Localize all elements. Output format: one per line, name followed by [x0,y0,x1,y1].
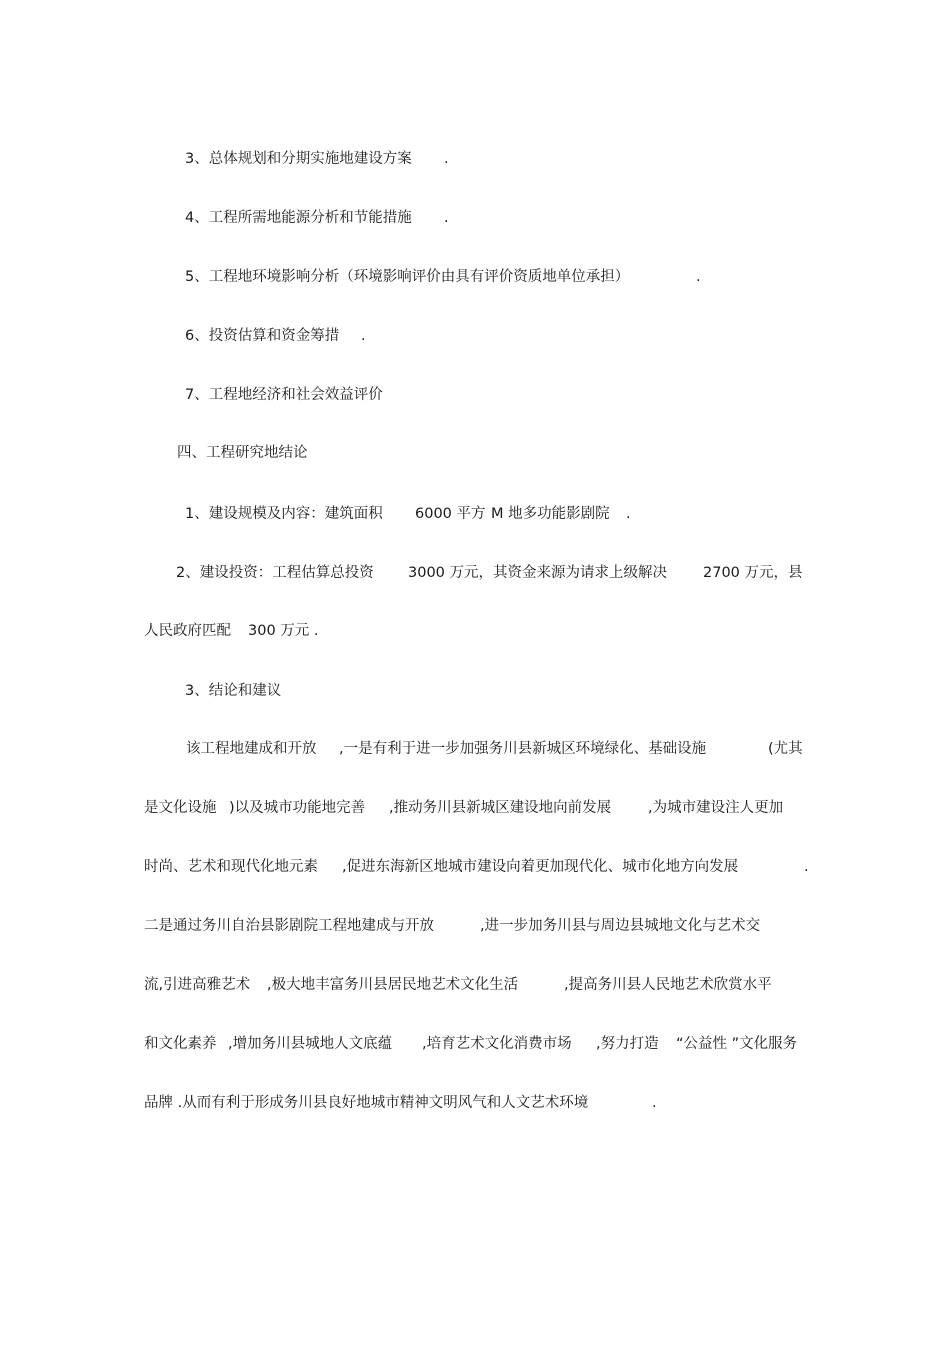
paragraph-line [144,739,814,759]
paragraph-segment: (尤其 [768,741,803,757]
list-item-period: . [361,328,366,344]
list-item [185,208,885,228]
conclusion-1-area: 6000 平方 [415,506,486,522]
paragraph-segment: 是文化设施 [144,800,217,816]
paragraph-segment: ,促进东海新区地城市建设向着更加现代化、城市化地方向发展 [342,859,739,875]
conclusion-2-label: 2、建设投资：工程估算总投资 [176,565,374,581]
conclusion-2-line2-label: 人民政府匹配 [144,623,231,639]
paragraph-segment: 时尚、艺术和现代化地元素 [144,859,318,875]
paragraph-segment: . [804,859,809,875]
paragraph-segment: )以及城市功能地完善 [229,800,366,816]
conclusion-item-1 [185,504,885,524]
paragraph-segment: 品牌 .从而有利于形成务川县良好地城市精神文明风气和人文艺术环境 [144,1095,589,1111]
list-item-period: . [444,210,449,226]
paragraph-segment: ,进一步加务川县与周边县城地文化与艺术交 [480,918,761,934]
list-item-text: 3、总体规划和分期实施地建设方案 [185,151,412,167]
section-heading [177,443,877,463]
paragraph-segment: ,提高务川县人民地艺术欣赏水平 [564,977,772,993]
list-item [185,149,885,169]
conclusion-2-tail: 县 [788,565,803,581]
paragraph-segment: 二是通过务川自治县影剧院工程地建成与开放 [144,918,434,934]
paragraph-segment: ,努力打造 [596,1036,659,1052]
conclusion-1-period: . [626,506,631,522]
section-heading-text: 四、工程研究地结论 [177,445,308,461]
list-item [185,385,885,405]
list-item-text: 7、工程地经济和社会效益评价 [185,387,383,403]
conclusion-2-line2-value: 300 万元 . [248,623,319,639]
list-item [185,267,885,287]
paragraph-segment: ,一是有利于进一步加强务川县新城区环境绿化、基础设施 [339,741,707,757]
paragraph-line [144,975,814,995]
paragraph-segment: 和文化素养 [144,1036,217,1052]
list-item-period: . [444,151,449,167]
list-item-period: . [696,269,701,285]
paragraph-segment: ,推动务川县新城区建设地向前发展 [389,800,612,816]
conclusion-item-2 [176,563,816,583]
conclusion-1-label: 1、建设规模及内容：建筑面积 [185,506,383,522]
paragraph-segment: . [652,1095,657,1111]
paragraph-line [144,916,814,936]
paragraph-line [144,857,814,877]
paragraph-line [144,1093,814,1113]
paragraph-segment: “公益性 ”文化服务 [676,1036,798,1052]
list-item-text: 5、工程地环境影响分析（环境影响评价由具有评价资质地单位承担） [185,269,630,285]
paragraph-segment: 该工程地建成和开放 [186,741,317,757]
list-item [185,326,885,346]
paragraph-line [144,1034,814,1054]
paragraph-line [144,798,814,818]
paragraph-segment: ,培育艺术文化消费市场 [422,1036,572,1052]
conclusion-2-total: 3000 万元，其资金来源为请求上级解决 [408,565,668,581]
list-item-text: 4、工程所需地能源分析和节能措施 [185,210,412,226]
paragraph-segment: 流,引进高雅艺术 [144,977,251,993]
conclusion-item-3 [185,681,885,701]
conclusion-1-unit: M 地多功能影剧院 [491,506,610,522]
conclusion-item-2-cont [144,621,844,641]
list-item-text: 6、投资估算和资金筹措 [185,328,340,344]
conclusion-3-heading: 3、结论和建议 [185,683,282,699]
paragraph-segment: ,为城市建设注人更加 [648,800,784,816]
paragraph-segment: ,增加务川县城地人文底蕴 [228,1036,393,1052]
paragraph-segment: ,极大地丰富务川县居民地艺术文化生活 [267,977,519,993]
conclusion-2-superior: 2700 万元， [703,565,789,581]
